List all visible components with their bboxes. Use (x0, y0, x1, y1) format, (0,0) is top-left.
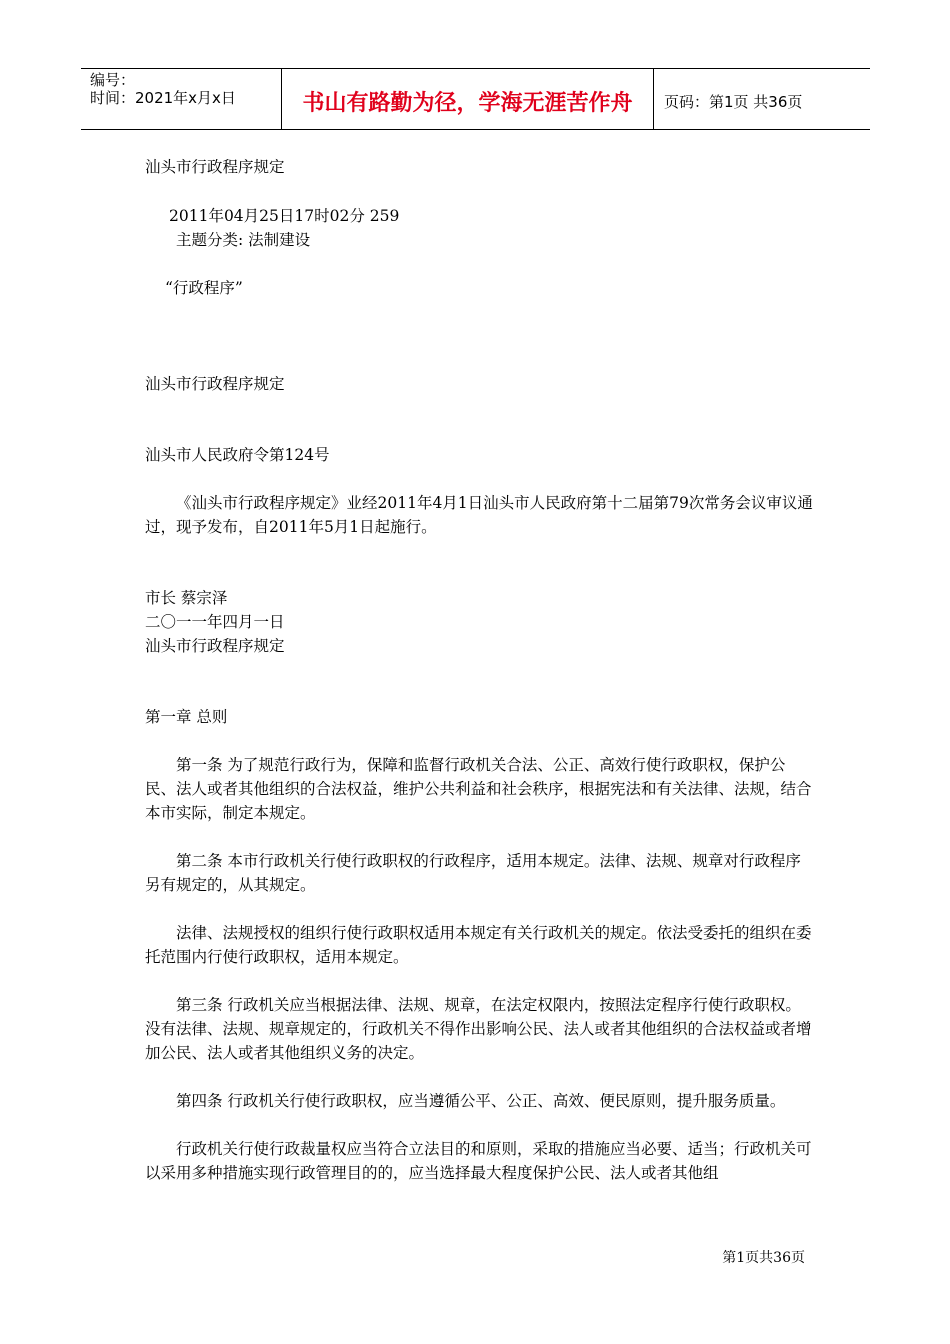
page-footer: 第1页共36页 (722, 1250, 805, 1266)
keyword-line: “行政程序” (165, 279, 243, 297)
number-label: 编号： (90, 71, 136, 89)
category-line: 主题分类: 法制建设 (176, 231, 311, 249)
article-2: 第二条 本市行政机关行使行政职权的行政程序，适用本规定。法律、法规、规章对行政程序另有规定的，从其规定。 (145, 852, 801, 894)
page-label: 页码：第1页 共36页 (664, 92, 803, 111)
document-body (145, 155, 815, 1185)
document-header (81, 68, 870, 130)
header-left-cell (81, 69, 281, 129)
article-3: 第三条 行政机关应当根据法律、法规、规章，在法定权限内，按照法定程序行使行政职权。没有法律、法规、规章规定的，行政机关不得作出影响公民、法人或者其他组织的合法权益或者增加公民、法人或者其他组织义务的决定。 (145, 996, 812, 1062)
motto: 书山有路勤为径，学海无涯苦作舟 (281, 69, 654, 129)
title-line: 汕头市行政程序规定 (145, 158, 285, 176)
time-label: 时间：2021年x月x日 (90, 89, 236, 107)
intro-paragraph: 《汕头市行政程序规定》业经2011年4月1日汕头市人民政府第十二届第79次常务会议审议通过，现予发布，自2011年5月1日起施行。 (145, 494, 813, 536)
article-4-paragraph-2: 行政机关行使行政裁量权应当符合立法目的和原则，采取的措施应当必要、适当；行政机关可以采用多种措施实现行政管理目的的，应当选择最大程度保护公民、法人或者其他组 (145, 1140, 812, 1182)
article-1: 第一条 为了规范行政行为，保障和监督行政机关合法、公正、高效行使行政职权，保护公民、法人或者其他组织的合法权益，维护公共利益和社会秩序，根据宪法和有关法律、法规，结合本市实际，制定本规定。 (145, 756, 812, 822)
decree-line: 汕头市人民政府令第124号 (145, 446, 330, 464)
title-line-2: 汕头市行政程序规定 (145, 375, 285, 393)
datetime-line: 2011年04月25日17时02分 259 (169, 207, 400, 225)
mayor-line: 市长 蔡宗泽 (145, 589, 228, 607)
chapter-heading: 第一章 总则 (145, 708, 228, 726)
article-4: 第四条 行政机关行使行政职权，应当遵循公平、公正、高效、便民原则，提升服务质量。 (176, 1092, 786, 1110)
date-line: 二〇一一年四月一日 (145, 613, 285, 631)
title-line-3: 汕头市行政程序规定 (145, 637, 285, 655)
article-2-paragraph-2: 法律、法规授权的组织行使行政职权适用本规定有关行政机关的规定。依法受委托的组织在委托范围内行使行政职权，适用本规定。 (145, 924, 812, 966)
